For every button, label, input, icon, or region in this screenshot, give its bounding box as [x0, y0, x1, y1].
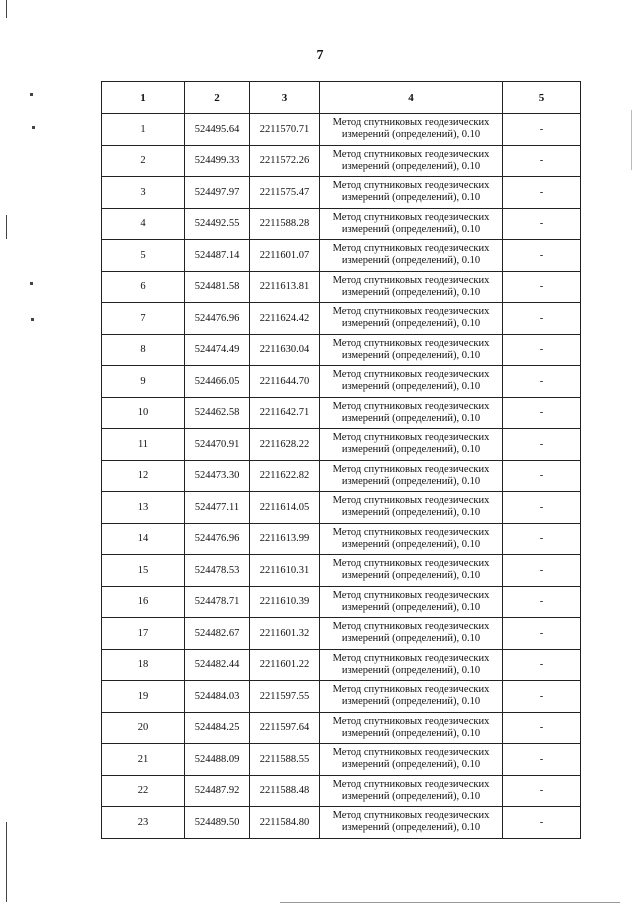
scan-speck: [31, 318, 34, 321]
method-line-2: измерений (определений), 0.10: [341, 759, 481, 771]
table-row: [102, 618, 581, 650]
point-number: 13: [102, 492, 185, 524]
table-row: [102, 429, 581, 461]
point-number: 9: [102, 366, 185, 398]
method-accuracy: [320, 145, 503, 177]
table-row: [102, 177, 581, 209]
point-description: -: [503, 712, 581, 744]
coord-y: 2211613.81: [250, 271, 320, 303]
coord-x: 524495.64: [185, 114, 250, 146]
method-line-2: измерений (определений), 0.10: [341, 444, 481, 456]
table-row: [102, 303, 581, 335]
point-number: 10: [102, 397, 185, 429]
coord-y: 2211588.48: [250, 775, 320, 807]
point-description: -: [503, 114, 581, 146]
coord-y: 2211575.47: [250, 177, 320, 209]
point-description: -: [503, 523, 581, 555]
method-accuracy: [320, 618, 503, 650]
point-description: -: [503, 586, 581, 618]
coord-x: 524489.50: [185, 807, 250, 839]
method-line-1: Метод спутниковых геодезических: [332, 369, 490, 381]
method-accuracy: [320, 334, 503, 366]
coord-x: 524482.67: [185, 618, 250, 650]
point-number: 20: [102, 712, 185, 744]
point-description: -: [503, 492, 581, 524]
method-accuracy: [320, 555, 503, 587]
point-number: 22: [102, 775, 185, 807]
point-number: 17: [102, 618, 185, 650]
table-row: [102, 586, 581, 618]
coord-y: 2211572.26: [250, 145, 320, 177]
point-description: -: [503, 681, 581, 713]
coord-x: 524474.49: [185, 334, 250, 366]
coord-y: 2211622.82: [250, 460, 320, 492]
point-description: -: [503, 744, 581, 776]
method-line-1: Метод спутниковых геодезических: [332, 810, 490, 822]
point-description: -: [503, 807, 581, 839]
method-line-2: измерений (определений), 0.10: [341, 475, 481, 487]
method-accuracy: [320, 681, 503, 713]
coord-x: 524492.55: [185, 208, 250, 240]
method-line-2: измерений (определений), 0.10: [341, 507, 481, 519]
table-row: [102, 460, 581, 492]
coord-x: 524478.53: [185, 555, 250, 587]
method-accuracy: [320, 114, 503, 146]
method-line-1: Метод спутниковых геодезических: [332, 715, 490, 727]
point-number: 4: [102, 208, 185, 240]
method-line-2: измерений (определений), 0.10: [341, 223, 481, 235]
coord-y: 2211644.70: [250, 366, 320, 398]
coord-x: 524462.58: [185, 397, 250, 429]
table-row: [102, 492, 581, 524]
table-row: [102, 334, 581, 366]
table-row: [102, 397, 581, 429]
method-accuracy: [320, 649, 503, 681]
table-row: [102, 271, 581, 303]
point-description: -: [503, 303, 581, 335]
method-accuracy: [320, 492, 503, 524]
coord-x: 524470.91: [185, 429, 250, 461]
method-accuracy: [320, 744, 503, 776]
table-row: [102, 114, 581, 146]
point-number: 19: [102, 681, 185, 713]
method-accuracy: [320, 397, 503, 429]
table-row: [102, 523, 581, 555]
method-line-2: измерений (определений), 0.10: [341, 727, 481, 739]
method-accuracy: [320, 208, 503, 240]
coord-y: 2211597.55: [250, 681, 320, 713]
coord-y: 2211597.64: [250, 712, 320, 744]
coord-y: 2211624.42: [250, 303, 320, 335]
method-line-1: Метод спутниковых геодезических: [332, 337, 490, 349]
method-line-2: измерений (определений), 0.10: [341, 412, 481, 424]
method-line-2: измерений (определений), 0.10: [341, 318, 481, 330]
method-accuracy: [320, 303, 503, 335]
method-line-1: Метод спутниковых геодезических: [332, 117, 490, 129]
coord-y: 2211613.99: [250, 523, 320, 555]
coord-x: 524499.33: [185, 145, 250, 177]
coord-x: 524476.96: [185, 303, 250, 335]
scan-edge-mark: [631, 110, 632, 170]
coord-y: 2211614.05: [250, 492, 320, 524]
method-accuracy: [320, 712, 503, 744]
point-number: 16: [102, 586, 185, 618]
point-number: 12: [102, 460, 185, 492]
method-accuracy: [320, 586, 503, 618]
header-col-3: 3: [250, 82, 320, 114]
point-number: 2: [102, 145, 185, 177]
header-col-4: 4: [320, 82, 503, 114]
coord-y: 2211628.22: [250, 429, 320, 461]
point-number: 18: [102, 649, 185, 681]
table-row: [102, 240, 581, 272]
coord-y: 2211601.07: [250, 240, 320, 272]
coord-x: 524482.44: [185, 649, 250, 681]
coord-x: 524466.05: [185, 366, 250, 398]
method-accuracy: [320, 460, 503, 492]
point-description: -: [503, 397, 581, 429]
scan-speck: [30, 282, 33, 285]
method-accuracy: [320, 523, 503, 555]
method-line-1: Метод спутниковых геодезических: [332, 495, 490, 507]
coord-x: 524488.09: [185, 744, 250, 776]
point-description: -: [503, 775, 581, 807]
method-line-2: измерений (определений), 0.10: [341, 349, 481, 361]
point-number: 21: [102, 744, 185, 776]
coord-x: 524497.97: [185, 177, 250, 209]
scan-edge-mark: [6, 215, 7, 239]
point-description: -: [503, 429, 581, 461]
point-number: 8: [102, 334, 185, 366]
coord-x: 524477.11: [185, 492, 250, 524]
header-col-2: 2: [185, 82, 250, 114]
method-line-1: Метод спутниковых геодезических: [332, 558, 490, 570]
coord-x: 524476.96: [185, 523, 250, 555]
point-number: 11: [102, 429, 185, 461]
table-row: [102, 208, 581, 240]
header-col-1: 1: [102, 82, 185, 114]
method-line-1: Метод спутниковых геодезических: [332, 243, 490, 255]
table-row: [102, 145, 581, 177]
scan-speck: [32, 126, 35, 129]
method-line-1: Метод спутниковых геодезических: [332, 180, 490, 192]
method-accuracy: [320, 775, 503, 807]
table-row: [102, 712, 581, 744]
method-line-1: Метод спутниковых геодезических: [332, 463, 490, 475]
scan-speck: [30, 93, 33, 96]
point-description: -: [503, 460, 581, 492]
method-line-1: Метод спутниковых геодезических: [332, 621, 490, 633]
table-row: [102, 649, 581, 681]
method-line-2: измерений (определений), 0.10: [341, 570, 481, 582]
method-line-2: измерений (определений), 0.10: [341, 381, 481, 393]
point-number: 23: [102, 807, 185, 839]
method-line-2: измерений (определений), 0.10: [341, 129, 481, 141]
table-row: [102, 555, 581, 587]
coord-x: 524484.03: [185, 681, 250, 713]
coord-y: 2211584.80: [250, 807, 320, 839]
coord-y: 2211601.22: [250, 649, 320, 681]
point-description: -: [503, 208, 581, 240]
method-accuracy: [320, 807, 503, 839]
point-description: -: [503, 177, 581, 209]
method-line-1: Метод спутниковых геодезических: [332, 148, 490, 160]
point-number: 15: [102, 555, 185, 587]
method-line-2: измерений (определений), 0.10: [341, 790, 481, 802]
point-number: 5: [102, 240, 185, 272]
header-col-5: 5: [503, 82, 581, 114]
coord-x: 524481.58: [185, 271, 250, 303]
coord-y: 2211610.31: [250, 555, 320, 587]
method-line-2: измерений (определений), 0.10: [341, 286, 481, 298]
point-description: -: [503, 366, 581, 398]
method-line-2: измерений (определений), 0.10: [341, 160, 481, 172]
point-number: 6: [102, 271, 185, 303]
scan-edge-mark: [6, 822, 7, 902]
method-line-1: Метод спутниковых геодезических: [332, 432, 490, 444]
coordinates-table: [101, 81, 581, 839]
table-header-row: [102, 82, 581, 114]
point-number: 7: [102, 303, 185, 335]
coord-y: 2211642.71: [250, 397, 320, 429]
method-line-2: измерений (определений), 0.10: [341, 255, 481, 267]
method-line-2: измерений (определений), 0.10: [341, 822, 481, 834]
coord-y: 2211601.32: [250, 618, 320, 650]
coord-x: 524473.30: [185, 460, 250, 492]
point-description: -: [503, 649, 581, 681]
method-line-1: Метод спутниковых геодезических: [332, 306, 490, 318]
method-line-2: измерений (определений), 0.10: [341, 601, 481, 613]
method-line-1: Метод спутниковых геодезических: [332, 211, 490, 223]
method-line-1: Метод спутниковых геодезических: [332, 274, 490, 286]
coord-x: 524484.25: [185, 712, 250, 744]
table-row: [102, 775, 581, 807]
method-line-1: Метод спутниковых геодезических: [332, 589, 490, 601]
page-number: 7: [316, 48, 324, 63]
point-description: -: [503, 334, 581, 366]
method-line-2: измерений (определений), 0.10: [341, 664, 481, 676]
method-accuracy: [320, 177, 503, 209]
point-description: -: [503, 555, 581, 587]
coord-y: 2211610.39: [250, 586, 320, 618]
table-row: [102, 681, 581, 713]
coord-y: 2211588.55: [250, 744, 320, 776]
method-line-1: Метод спутниковых геодезических: [332, 400, 490, 412]
method-line-1: Метод спутниковых геодезических: [332, 652, 490, 664]
coord-y: 2211570.71: [250, 114, 320, 146]
method-accuracy: [320, 429, 503, 461]
method-line-2: измерений (определений), 0.10: [341, 696, 481, 708]
point-number: 3: [102, 177, 185, 209]
method-accuracy: [320, 271, 503, 303]
table-row: [102, 807, 581, 839]
method-line-1: Метод спутниковых геодезических: [332, 747, 490, 759]
point-description: -: [503, 618, 581, 650]
point-description: -: [503, 145, 581, 177]
point-number: 14: [102, 523, 185, 555]
method-line-1: Метод спутниковых геодезических: [332, 526, 490, 538]
coord-x: 524487.14: [185, 240, 250, 272]
coord-y: 2211630.04: [250, 334, 320, 366]
method-accuracy: [320, 240, 503, 272]
coord-x: 524487.92: [185, 775, 250, 807]
coord-x: 524478.71: [185, 586, 250, 618]
scan-bottom-line: [280, 902, 620, 903]
table-row: [102, 744, 581, 776]
method-accuracy: [320, 366, 503, 398]
method-line-2: измерений (определений), 0.10: [341, 192, 481, 204]
method-line-2: измерений (определений), 0.10: [341, 538, 481, 550]
table-row: [102, 366, 581, 398]
point-description: -: [503, 271, 581, 303]
point-description: -: [503, 240, 581, 272]
point-number: 1: [102, 114, 185, 146]
method-line-1: Метод спутниковых геодезических: [332, 778, 490, 790]
coord-y: 2211588.28: [250, 208, 320, 240]
method-line-2: измерений (определений), 0.10: [341, 633, 481, 645]
method-line-1: Метод спутниковых геодезических: [332, 684, 490, 696]
scan-edge-mark: [6, 0, 7, 18]
